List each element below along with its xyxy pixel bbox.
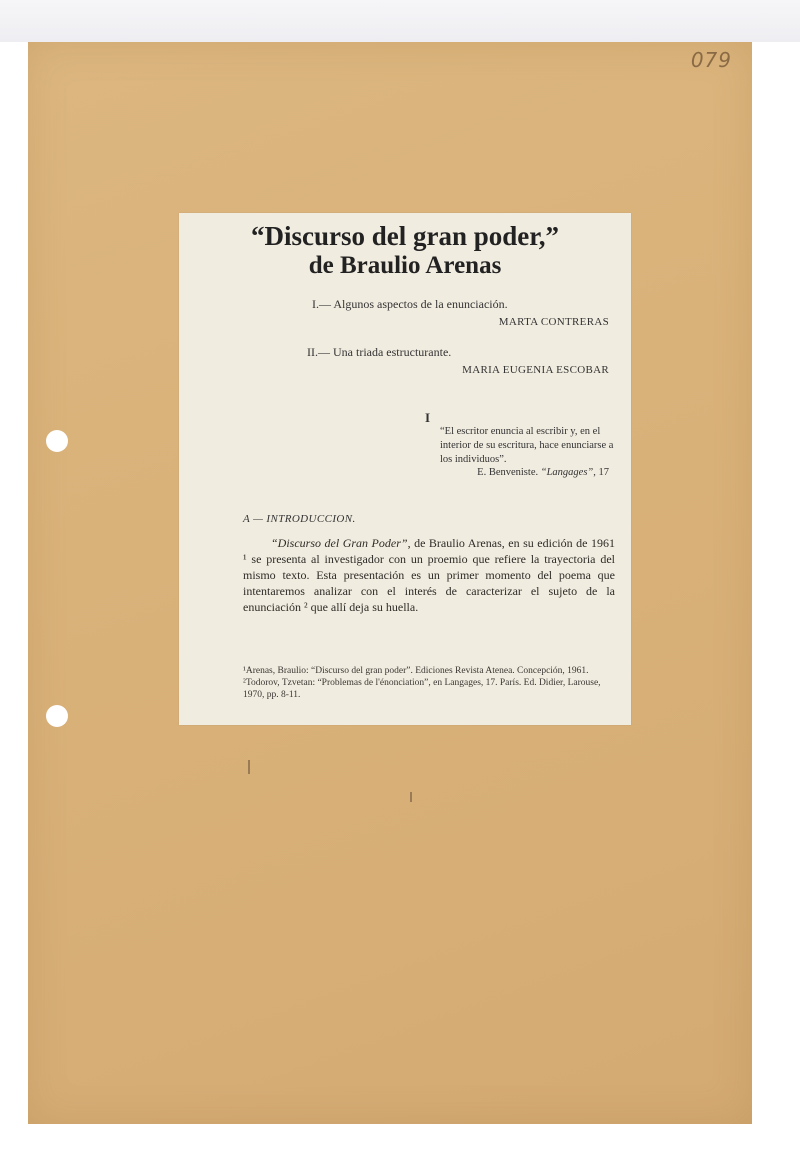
pencil-mark <box>248 760 250 774</box>
epigraph: “El escritor enuncia al escribir y, en el interior de su escritura, hace enunciarse a los individuos”. <box>440 426 614 465</box>
paper-sheet <box>28 42 752 1124</box>
article-title-line2: de Braulio Arenas <box>308 252 502 279</box>
part-two-author: MARIA EUGENIA ESCOBAR <box>462 364 609 376</box>
body-text: , de Braulio Arenas, en su edición de 1961 ¹ se presenta al investigador con un proemio que refiere la trayectoria del mismo texto. Esta presentación es un primer momento del poema que intentaremos analizar con el interés de caracterizar el sujeto de la enunciación ² que allí deja su huella. <box>243 536 615 614</box>
part-one-author: MARTA CONTRERAS <box>498 316 609 328</box>
epigraph-attribution <box>477 467 609 478</box>
body-paragraph <box>243 535 615 615</box>
epigraph-number: , 17 <box>593 467 609 478</box>
article-title-line1: “Discurso del gran poder,” <box>250 221 560 251</box>
punch-hole-top <box>46 430 68 452</box>
part-two-title: II.— Una triada estructurante. <box>307 345 452 359</box>
folio-number: 079 <box>690 48 732 72</box>
epigraph-source: “Langages” <box>540 467 594 478</box>
section-number: I <box>425 410 431 425</box>
newspaper-clipping <box>179 213 631 725</box>
section-heading: A — INTRODUCCION. <box>243 513 356 525</box>
footnote-1: ¹Arenas, Braulio: “Discurso del gran poder”. Ediciones Revista Atenea. Concepción, 1961. <box>243 666 589 676</box>
pencil-mark <box>410 792 412 802</box>
epigraph-author: E. Benveniste. <box>477 467 541 478</box>
punch-hole-bottom <box>46 705 68 727</box>
scan-top-band <box>0 0 800 42</box>
work-title: “Discurso del Gran Poder” <box>271 536 408 550</box>
footnotes <box>243 665 617 701</box>
part-one-title: I.— Algunos aspectos de la enunciación. <box>312 297 508 311</box>
footnote-2: ²Todorov, Tzvetan: “Problemas de l'énonciation”, en Langages, 17. París. Ed. Didier, Larouse, 1970, pp. 8-11. <box>243 678 601 700</box>
